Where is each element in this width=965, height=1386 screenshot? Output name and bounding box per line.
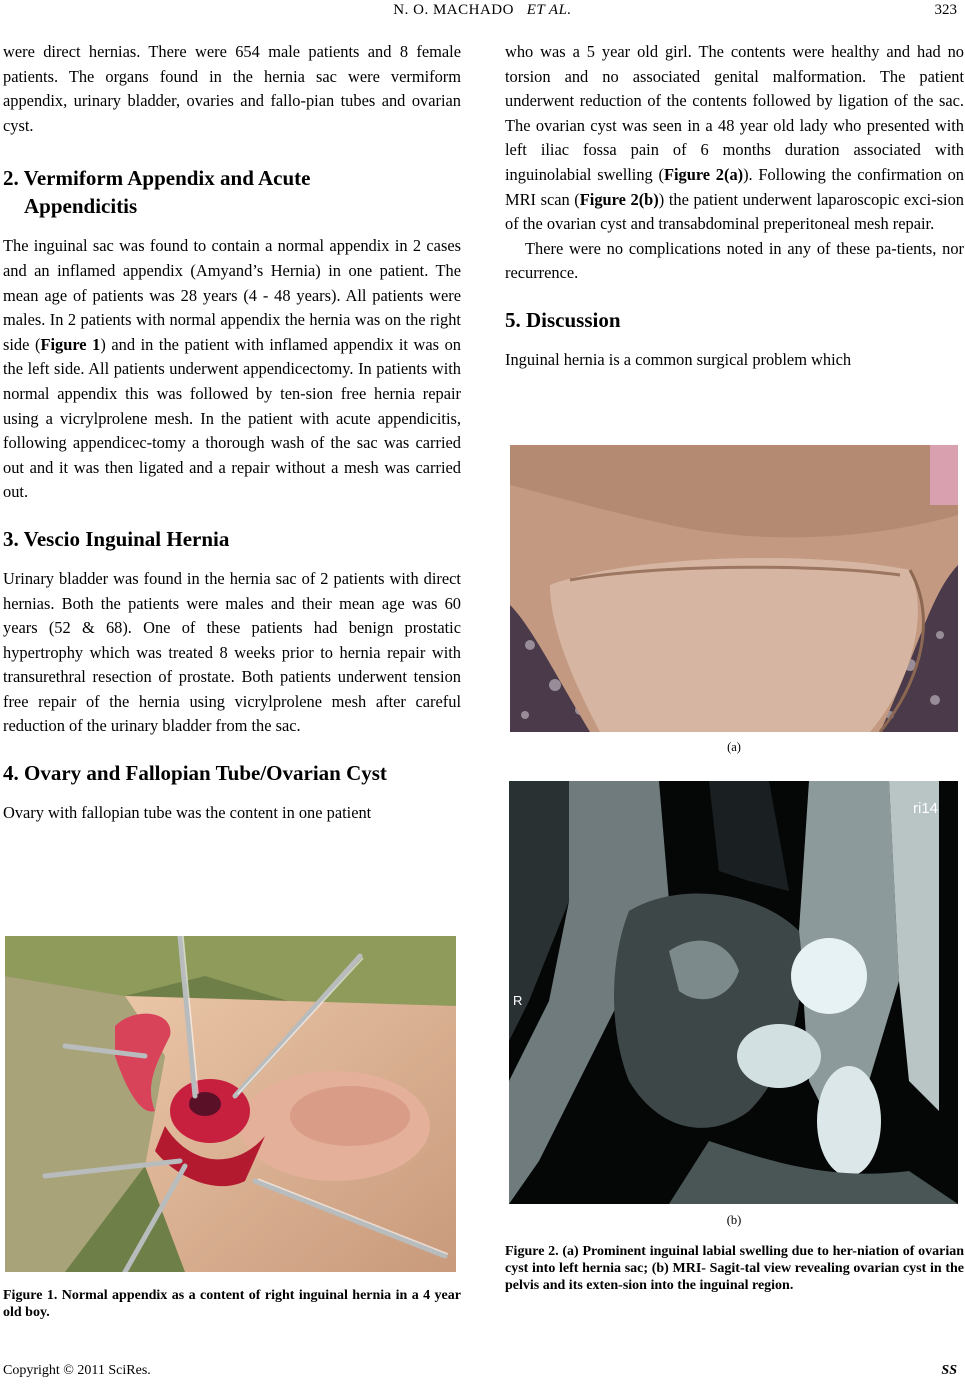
figure-2a-image <box>510 445 958 732</box>
figure-2b-reference[interactable]: Figure 2(b) <box>579 189 659 209</box>
section-3-heading: 3. Vescio Inguinal Hernia <box>3 526 230 551</box>
left-column <box>3 40 461 826</box>
surgical-photo <box>5 936 456 1272</box>
continued-text-a: who was a 5 year old girl. The contents were healthy and had no torsion and no associated genital malformation. The patient underwent reduction of the contents followed by ligation of the sac. The ovarian cyst was seen in a 48 year old lady who presented with left iliac fossa pain of 6 months duration associated with inguinolabial swelling ( <box>505 42 964 184</box>
section-4-paragraph: Ovary with fallopian tube was the content in one patient <box>3 803 372 823</box>
figure-2-caption: Figure 2. (a) Prominent inguinal labial swelling due to her-niation of ovarian cyst into left hernia sac; (b) MRI- Sagit-tal view revealing ovarian cyst in the pelvis and its exten-sion into the inguinal region. <box>505 1244 964 1293</box>
section-2-paragraph <box>3 234 461 505</box>
figure-2a-label: (a) <box>727 740 741 754</box>
continued-text-c: ) the patient underwent laparoscopic exci-sion of the ovarian cyst and transabdominal preperitoneal mesh repair. <box>505 189 964 234</box>
figure-2a-reference[interactable]: Figure 2(a) <box>663 164 744 184</box>
mri-side-marker: R <box>513 993 523 1008</box>
section-5-paragraph: Inguinal hernia is a common surgical problem which <box>505 349 852 369</box>
figure-2b-label: (b) <box>726 1213 742 1227</box>
running-header <box>0 2 965 26</box>
running-header-authors <box>0 2 965 19</box>
figure-1-caption: Figure 1. Normal appendix as a content of right inguinal hernia in a 4 year old boy. <box>3 1288 461 1320</box>
mri-orientation-marker: ri14 <box>913 800 939 817</box>
section-4-continued-paragraph <box>505 40 964 237</box>
section-2-heading-line2: Appendicitis <box>24 194 138 219</box>
continued-text-b: ). Following the confirmation on MRI scan ( <box>505 164 964 209</box>
section-2-heading <box>3 164 461 220</box>
et-al: ET AL. <box>526 2 572 18</box>
section-5-heading: 5. Discussion <box>505 307 621 332</box>
section-2-text-a: The inguinal sac was found to contain a normal appendix in 2 cases and an inflamed appendix (Amyand’s Hernia) in one patient. The mean age of patients was 28 years (4 - 48 years). All patients were males. In 2 patients with normal appendix the hernia was on the right side ( <box>3 236 461 354</box>
author-names: N. O. MACHADO <box>393 2 514 18</box>
copyright-notice: Copyright © 2011 SciRes. <box>3 1363 151 1378</box>
clinical-photo <box>510 445 958 732</box>
mri-scan <box>509 781 958 1204</box>
figure-1-reference[interactable]: Figure 1 <box>40 334 101 354</box>
figure-1-image <box>5 936 456 1272</box>
journal-abbreviation: SS <box>941 1363 957 1378</box>
section-3-paragraph: Urinary bladder was found in the hernia sac of 2 patients with direct hernias. Both the patients were males and their mean age was 60 years (52 & 68). One of these patients had benign prostatic hypertrophy which was treated 8 weeks prior to hernia repair with transurethral resection of prostate. Both patients underwent tension free repair of the hernia using vicrylprolene mesh after careful reduction of the urinary bladder from the sac. <box>3 568 461 736</box>
section-2-heading-line1: 2. Vermiform Appendix and Acute <box>3 166 311 191</box>
right-column <box>505 40 964 373</box>
section-2-text-b: ) and in the patient with inflamed appendix it was on the left side. All patients underwent appendicectomy. In patients with normal appendix this was followed by ten-sion free hernia repair using a vicrylprolene mesh. In the patient with acute appendicitis, following appendicec-tomy a thorough wash of the sac was carried out and it was then ligated and a repair without a mesh was carried out. <box>3 334 461 502</box>
figure-2b-image <box>509 781 958 1204</box>
page-number: 323 <box>934 2 957 18</box>
intro-paragraph: were direct hernias. There were 654 male patients and 8 female patients. The organs found in the hernia sac were vermiform appendix, urinary bladder, ovaries and fallo-pian tubes and ovarian cyst. <box>3 42 461 135</box>
complications-paragraph: There were no complications noted in any of these pa-tients, nor recurrence. <box>505 238 964 283</box>
section-4-heading: 4. Ovary and Fallopian Tube/Ovarian Cyst <box>3 761 387 786</box>
